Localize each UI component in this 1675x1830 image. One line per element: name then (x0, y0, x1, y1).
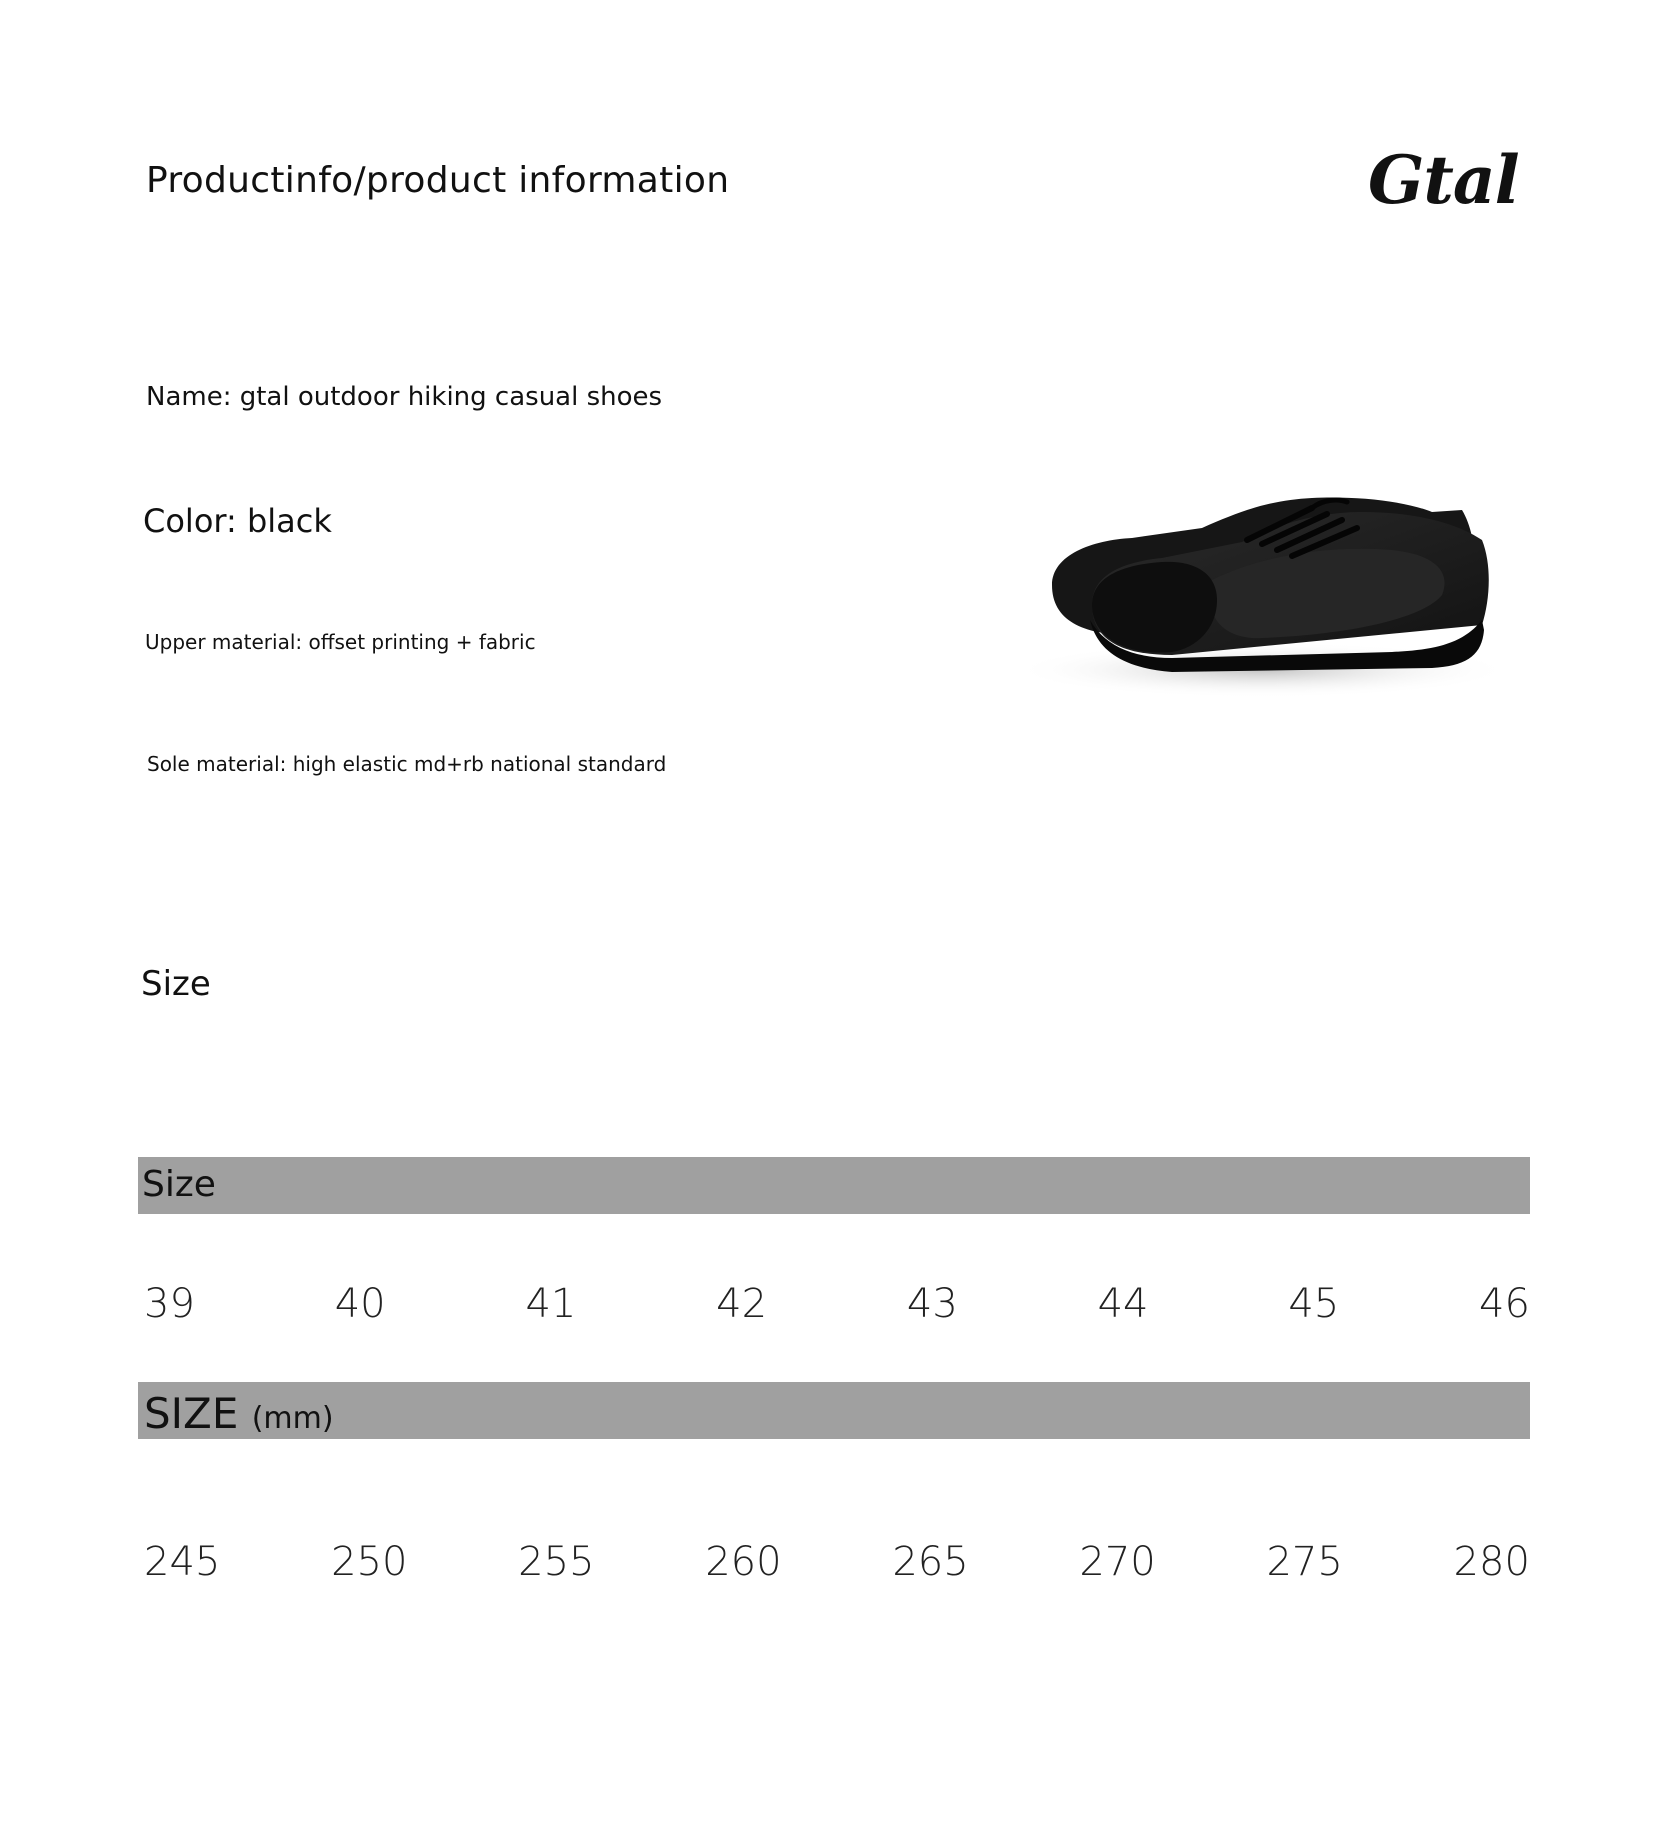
eu-size-value: 40 (334, 1281, 386, 1327)
eu-size-value: 39 (144, 1281, 195, 1327)
eu-size-row (144, 1280, 1530, 1328)
mm-size-value: 260 (705, 1539, 782, 1585)
mm-size-value: 275 (1266, 1539, 1343, 1585)
mm-size-value: 265 (892, 1539, 969, 1585)
product-color: Color: black (143, 502, 332, 540)
mm-size-row (144, 1538, 1530, 1586)
mm-header-unit: (mm) (251, 1401, 334, 1436)
size-header-bar (138, 1157, 1530, 1214)
mm-header-label (144, 1389, 334, 1441)
product-name: Name: gtal outdoor hiking casual shoes (146, 382, 663, 412)
eu-size-value: 46 (1479, 1281, 1530, 1327)
sole-material: Sole material: high elastic md+rb national standard (147, 752, 667, 776)
page-title: Productinfo/product information (146, 160, 730, 201)
eu-size-value: 43 (906, 1281, 958, 1327)
mm-size-value: 280 (1453, 1539, 1530, 1585)
mm-size-value: 270 (1079, 1539, 1156, 1585)
mm-size-value: 255 (518, 1539, 595, 1585)
upper-material: Upper material: offset printing + fabric (145, 630, 536, 654)
mm-header-bar (138, 1382, 1530, 1439)
mm-size-value: 250 (331, 1539, 408, 1585)
eu-size-value: 41 (525, 1281, 577, 1327)
mm-size-value: 245 (144, 1539, 221, 1585)
eu-size-value: 42 (716, 1281, 768, 1327)
brand-logo: Gtal (1368, 141, 1519, 219)
size-header-label: Size (142, 1164, 216, 1205)
eu-size-value: 44 (1097, 1281, 1149, 1327)
mm-header-text: SIZE (144, 1389, 239, 1438)
eu-size-value: 45 (1288, 1281, 1340, 1327)
shoe-image (1012, 470, 1532, 730)
size-heading: Size (141, 964, 211, 1004)
